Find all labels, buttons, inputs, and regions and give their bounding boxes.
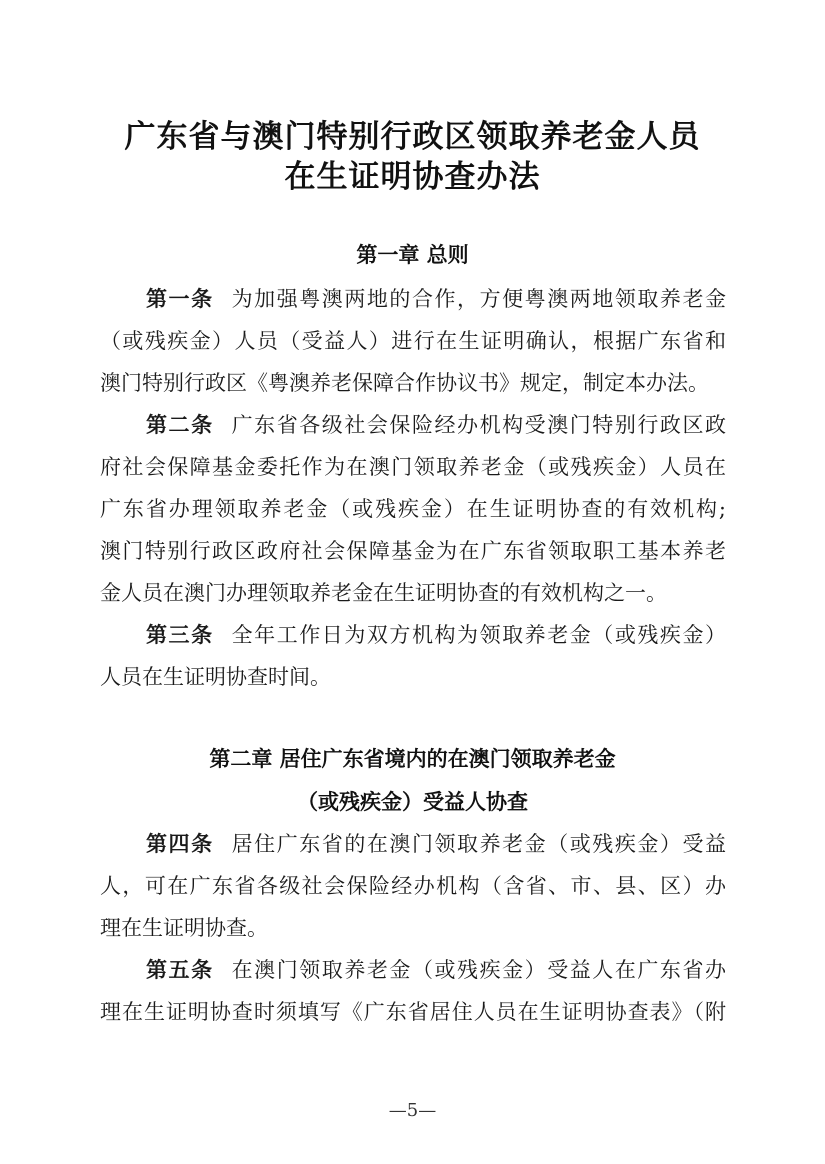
article-3-text-1: 全年工作日为双方机构为领取养老金（或残疾金） (231, 623, 726, 647)
chapter-2-heading-line-2: （或残疾金）受益人协查 (297, 790, 528, 814)
article-5-label: 第五条 (146, 958, 214, 982)
article-1-line-2: （或残疾金）人员（受益人）进行在生证明确认，根据广东省和 (100, 329, 726, 353)
article-1-label: 第一条 (146, 287, 214, 311)
article-2-label: 第二条 (146, 413, 214, 437)
article-2-line-1 (146, 410, 726, 440)
article-5-line-2: 理在生证明协查时须填写《广东省居住人员在生证明协查表》（附 (100, 1000, 726, 1024)
article-4-line-3: 理在生证明协查。 (100, 916, 268, 940)
article-1-line-3: 澳门特别行政区《粤澳养老保障合作协议书》规定，制定本办法。 (100, 371, 709, 395)
article-2-line-2: 府社会保障基金委托作为在澳门领取养老金（或残疾金）人员在 (100, 455, 726, 479)
chapter-1-heading: 第一章 总则 (356, 243, 469, 267)
article-1-text-1: 为加强粤澳两地的合作，方便粤澳两地领取养老金 (231, 287, 726, 311)
article-2-text-1: 广东省各级社会保险经办机构受澳门特别行政区政 (231, 413, 726, 437)
article-3-label: 第三条 (146, 623, 214, 647)
article-5-text-1: 在澳门领取养老金（或残疾金）受益人在广东省办 (231, 958, 726, 982)
chapter-2-heading-line-1: 第二章 居住广东省境内的在澳门领取养老金 (209, 747, 616, 771)
article-4-line-2: 人，可在广东省各级社会保险经办机构（含省、市、县、区）办 (100, 874, 726, 898)
article-2-line-3: 广东省办理领取养老金（或残疾金）在生证明协查的有效机构; (100, 497, 726, 521)
article-2-line-4: 澳门特别行政区政府社会保障基金为在广东省领取职工基本养老 (100, 539, 726, 563)
article-4-label: 第四条 (146, 832, 214, 856)
article-4-line-1 (146, 829, 726, 859)
article-4-text-1: 居住广东省的在澳门领取养老金（或残疾金）受益 (231, 832, 726, 856)
document-title-line-2: 在生证明协查办法 (284, 159, 541, 195)
article-3-line-1 (146, 620, 726, 650)
document-title-line-1: 广东省与澳门特别行政区领取养老金人员 (124, 119, 701, 155)
article-2-line-5: 金人员在澳门办理领取养老金在生证明协查的有效机构之一。 (100, 581, 667, 605)
page-number: —5— (388, 1100, 437, 1121)
article-1-line-1 (146, 284, 726, 314)
article-5-line-1 (146, 955, 726, 985)
article-3-line-2: 人员在生证明协查时间。 (100, 665, 331, 689)
